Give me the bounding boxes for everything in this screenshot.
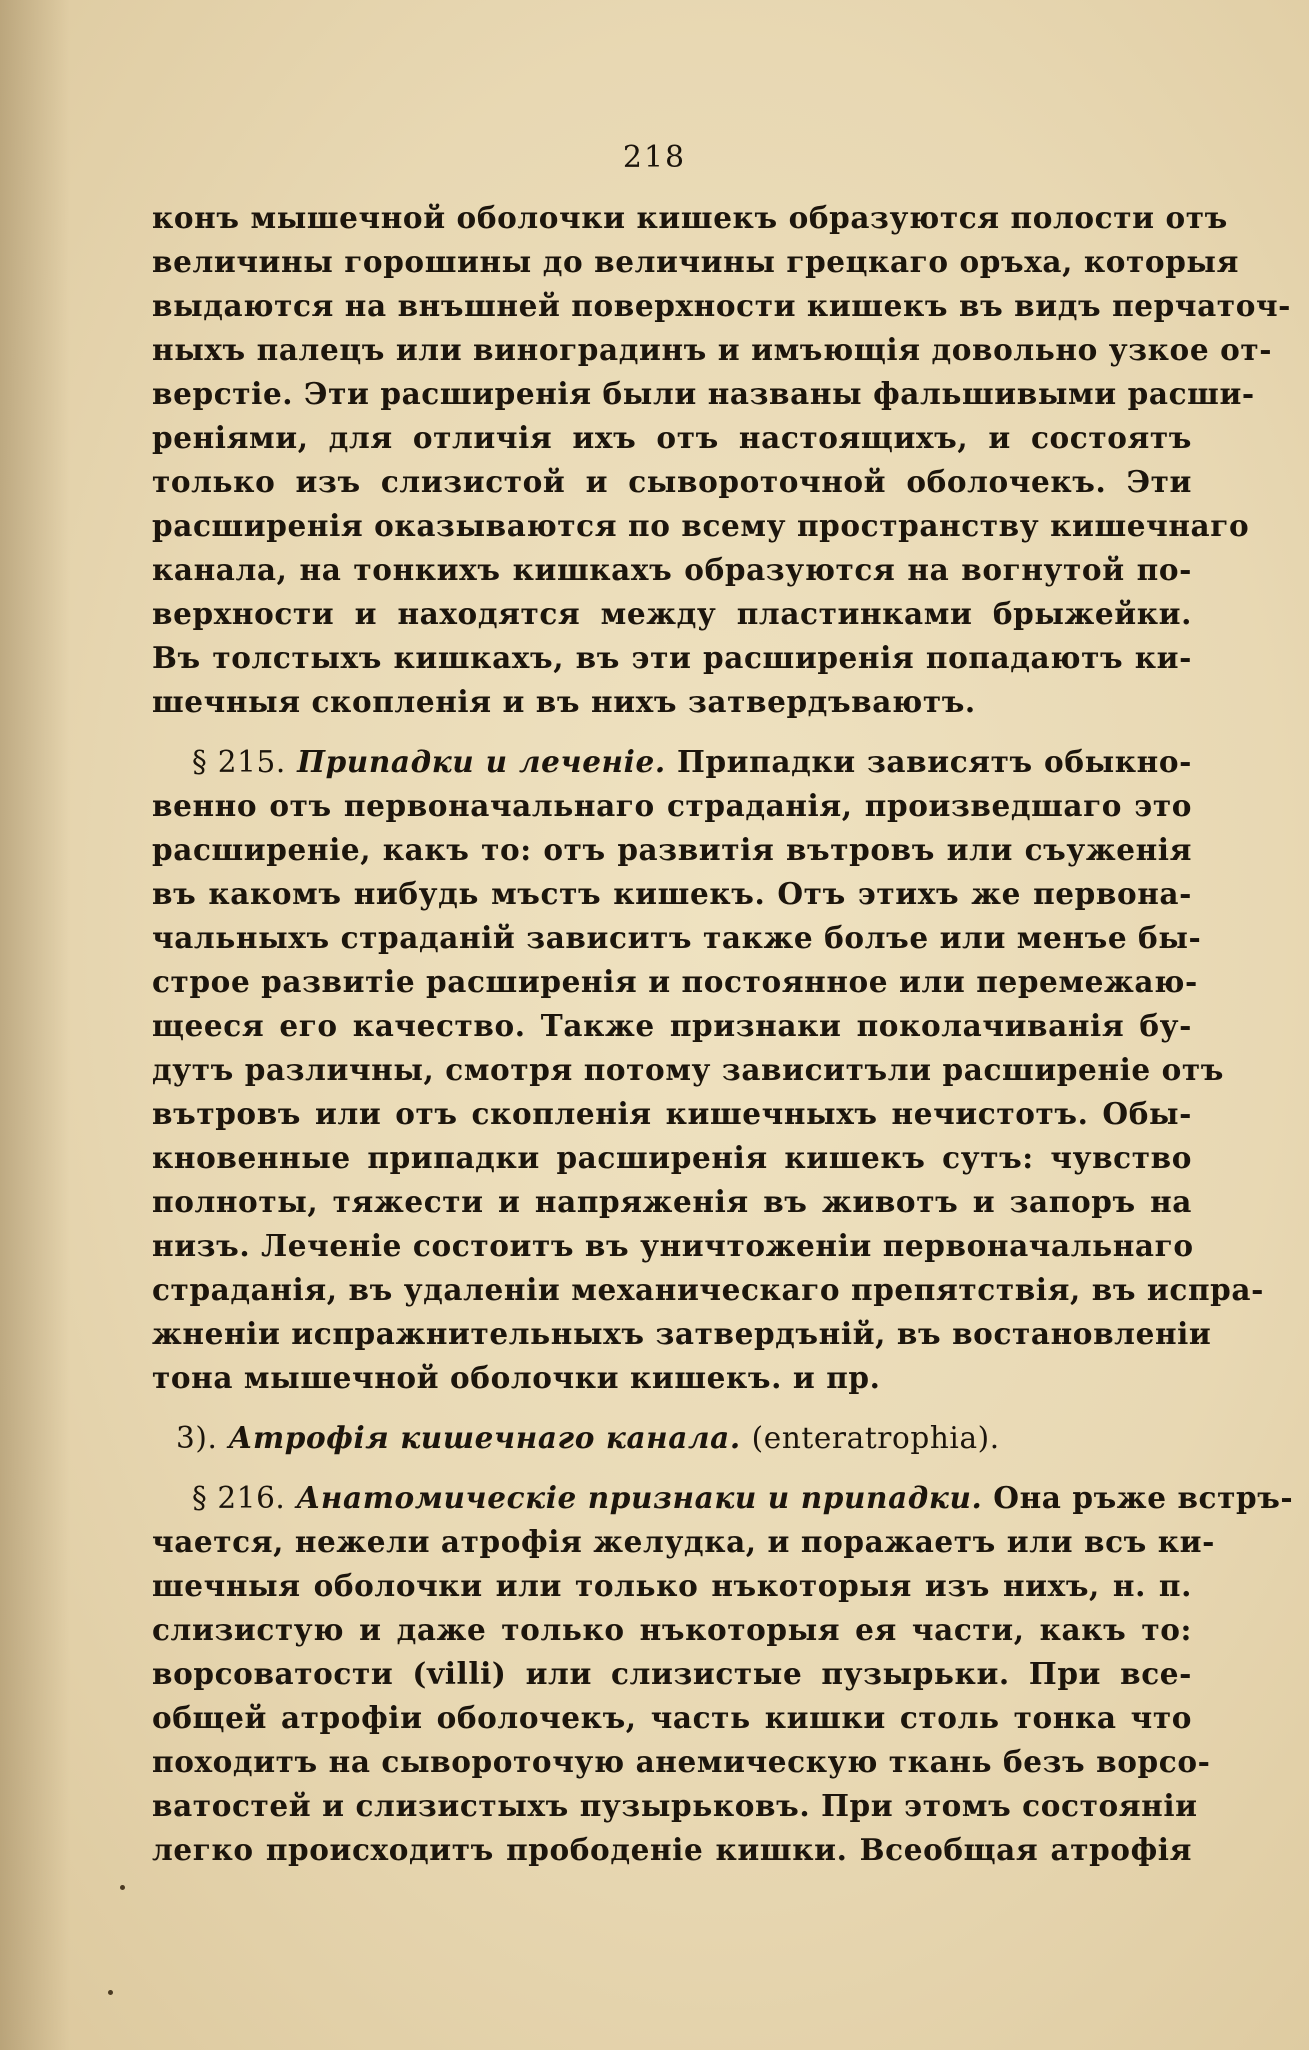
section-number: § 216. (192, 1481, 286, 1515)
ink-speck (120, 1885, 125, 1890)
text-line: выдаются на внъшней поверхности кишекъ въ видъ перчаточ- (152, 288, 1291, 323)
text-line: походитъ на сывороточую анемическую ткань безъ ворсо- (152, 1744, 1211, 1779)
text-line: Въ толстыхъ кишкахъ, въ эти расширенія попадаютъ ки- (152, 640, 1192, 675)
text-line: ныхъ палецъ или виноградинъ и имъющія довольно узкое от- (152, 332, 1273, 367)
text-line: реніями, для отличія ихъ отъ настоящихъ, и состоятъ (152, 420, 1192, 455)
text-line: чается, нежели атрофія желудка, и поражаетъ или всъ ки- (152, 1524, 1215, 1559)
spine-shadow (0, 0, 70, 2050)
text-fragment: Припадки зависятъ обыкно- (677, 744, 1192, 779)
section-216 (152, 1476, 1294, 1872)
text-line: полноты, тяжести и напряженія въ животъ и запоръ на (152, 1184, 1192, 1219)
text-line: дутъ различны, смотря потому зависитъли расширеніе отъ (152, 1052, 1225, 1087)
subheading-latin: (enteratrophia). (751, 1421, 1000, 1455)
text-line: кновенные припадки расширенія кишекъ сутъ: чувство (152, 1140, 1192, 1175)
text-line: ватостей и слизистыхъ пузырьковъ. При этомъ состояніи (152, 1788, 1198, 1823)
text-fragment: Она ръже встръ- (993, 1480, 1294, 1515)
continued-paragraph (152, 196, 1291, 724)
text-line: ворсоватости (villi) или слизистые пузырьки. При все- (152, 1656, 1192, 1691)
text-line: только изъ слизистой и сывороточной оболочекъ. Эти (152, 464, 1192, 499)
subheading-3 (152, 1416, 1192, 1460)
subheading-number: 3). (176, 1421, 218, 1455)
text-line: верхности и находятся между пластинками брыжейки. (152, 596, 1192, 631)
text-line: венно отъ первоначальнаго страданія, произведшаго это (152, 788, 1192, 823)
text-line: страданія, въ удаленіи механическаго препятствія, въ испра- (152, 1272, 1264, 1307)
section-215 (152, 740, 1264, 1400)
text-line: строе развитіе расширенія и постоянное или перемежаю- (152, 964, 1198, 999)
text-line: шечныя скопленія и въ нихъ затвердъваютъ. (152, 684, 976, 719)
text-line: вътровъ или отъ скопленія кишечныхъ нечистотъ. Обы- (152, 1096, 1192, 1131)
section-title: Припадки и леченіе. (297, 744, 666, 779)
subheading-title: Атрофія кишечнаго канала. (228, 1420, 741, 1455)
text-line: общей атрофіи оболочекъ, часть кишки столь тонка что (152, 1700, 1192, 1735)
ink-speck (108, 1990, 113, 1995)
text-line: чальныхъ страданій зависитъ также болъе или менъе бы- (152, 920, 1202, 955)
text-line: расширеніе, какъ то: отъ развитія вътровъ или съуженія (152, 832, 1192, 867)
text-line: расширенія оказываются по всему пространству кишечнаго (152, 508, 1250, 543)
text-line: тона мышечной оболочки кишекъ. и пр. (152, 1360, 881, 1395)
section-number: § 215. (192, 745, 286, 779)
text-line: верстіе. Эти расширенія были названы фальшивыми расши- (152, 376, 1255, 411)
text-line: шечныя оболочки или только нъкоторыя изъ нихъ, н. п. (152, 1568, 1192, 1603)
text-line: легко происходитъ прободеніе кишки. Всеобщая атрофія (152, 1832, 1192, 1867)
text-line: слизистую и даже только нъкоторыя ея части, какъ то: (152, 1612, 1192, 1647)
text-line: жненіи испражнительныхъ затвердъній, въ востановленіи (152, 1316, 1212, 1351)
page-text (152, 196, 1294, 1872)
text-line: конъ мышечной оболочки кишекъ образуются полости отъ (152, 200, 1228, 235)
section-216-first-line (152, 1476, 1294, 1520)
section-215-first-line (152, 740, 1192, 784)
text-line: щееся его качество. Также признаки поколачиванія бу- (152, 1008, 1192, 1043)
text-line: въ какомъ нибудь мъстъ кишекъ. Отъ этихъ же первона- (152, 876, 1192, 911)
text-line: низъ. Леченіе состоитъ въ уничтоженіи первоначальнаго (152, 1228, 1194, 1263)
section-title: Анатомическіе признаки и припадки. (296, 1480, 983, 1515)
page-number: 218 (622, 140, 687, 175)
text-line: величины горошины до величины грецкаго оръха, которыя (152, 244, 1240, 279)
text-line: канала, на тонкихъ кишкахъ образуются на вогнутой по- (152, 552, 1192, 587)
